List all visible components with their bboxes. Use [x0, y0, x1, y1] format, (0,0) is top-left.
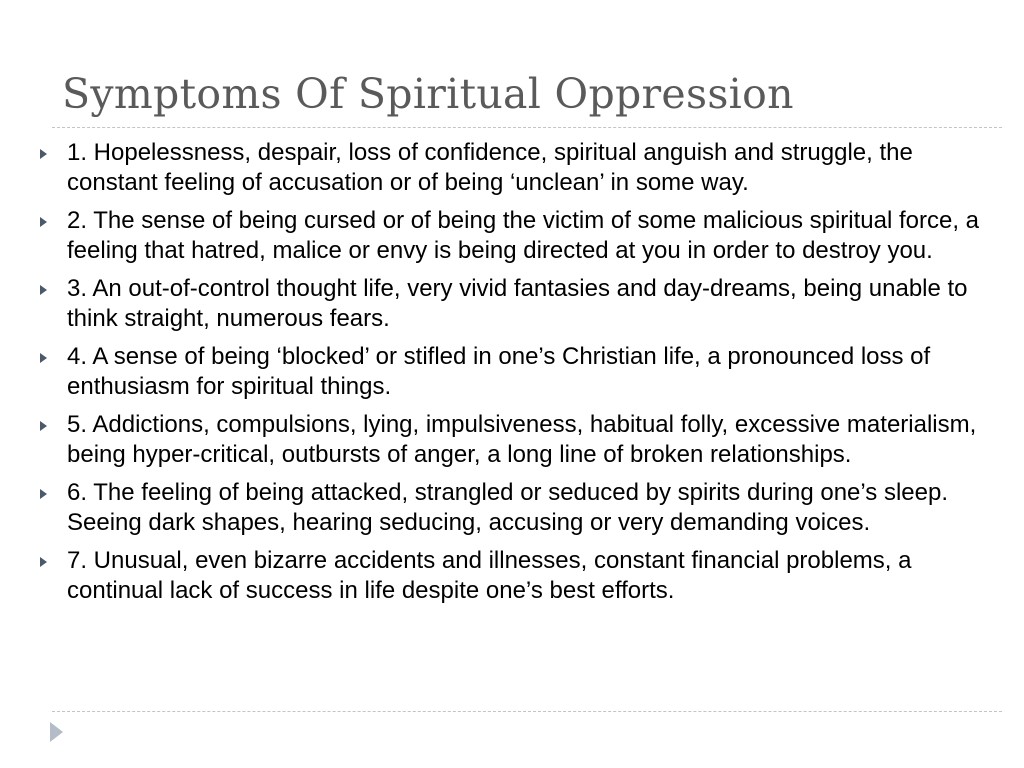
triangle-bullet-icon — [40, 557, 47, 567]
bullet-list — [37, 138, 1002, 614]
bullet-text: 5. Addictions, compulsions, lying, impulsiveness, habitual folly, excessive materialism, being hyper-critical, outbursts of anger, a long line of broken relationships. — [67, 411, 977, 468]
bullet-text: 3. An out-of-control thought life, very vivid fantasies and day-dreams, being unable to think straight, numerous fears. — [67, 275, 968, 332]
triangle-bullet-icon — [40, 217, 47, 227]
bullet-item — [37, 410, 1002, 470]
title-divider — [52, 127, 1002, 128]
bullet-item — [37, 274, 1002, 334]
bullet-item — [37, 206, 1002, 266]
triangle-bullet-icon — [40, 149, 47, 159]
corner-triangle-icon — [50, 722, 63, 742]
bullet-item — [37, 138, 1002, 198]
bullet-text: 7. Unusual, even bizarre accidents and illnesses, constant financial problems, a continual lack of success in life despite one’s best efforts. — [67, 547, 912, 604]
bullet-item — [37, 478, 1002, 538]
triangle-bullet-icon — [40, 421, 47, 431]
triangle-bullet-icon — [40, 285, 47, 295]
bullet-text: 1. Hopelessness, despair, loss of confidence, spiritual anguish and struggle, the constant feeling of accusation or of being ‘unclean’ in some way. — [67, 139, 913, 196]
triangle-bullet-icon — [40, 489, 47, 499]
triangle-bullet-icon — [40, 353, 47, 363]
footer-divider — [52, 711, 1002, 712]
bullet-text: 6. The feeling of being attacked, strangled or seduced by spirits during one’s sleep. Seeing dark shapes, hearing seducing, accusing or very demanding voices. — [67, 479, 949, 536]
bullet-item — [37, 546, 1002, 606]
slide-title: Symptoms Of Spiritual Oppression — [62, 70, 794, 118]
bullet-text: 2. The sense of being cursed or of being the victim of some malicious spiritual force, a feeling that hatred, malice or envy is being directed at you in order to destroy you. — [67, 207, 980, 264]
bullet-item — [37, 342, 1002, 402]
bullet-text: 4. A sense of being ‘blocked’ or stifled in one’s Christian life, a pronounced loss of enthusiasm for spiritual things. — [67, 343, 931, 400]
